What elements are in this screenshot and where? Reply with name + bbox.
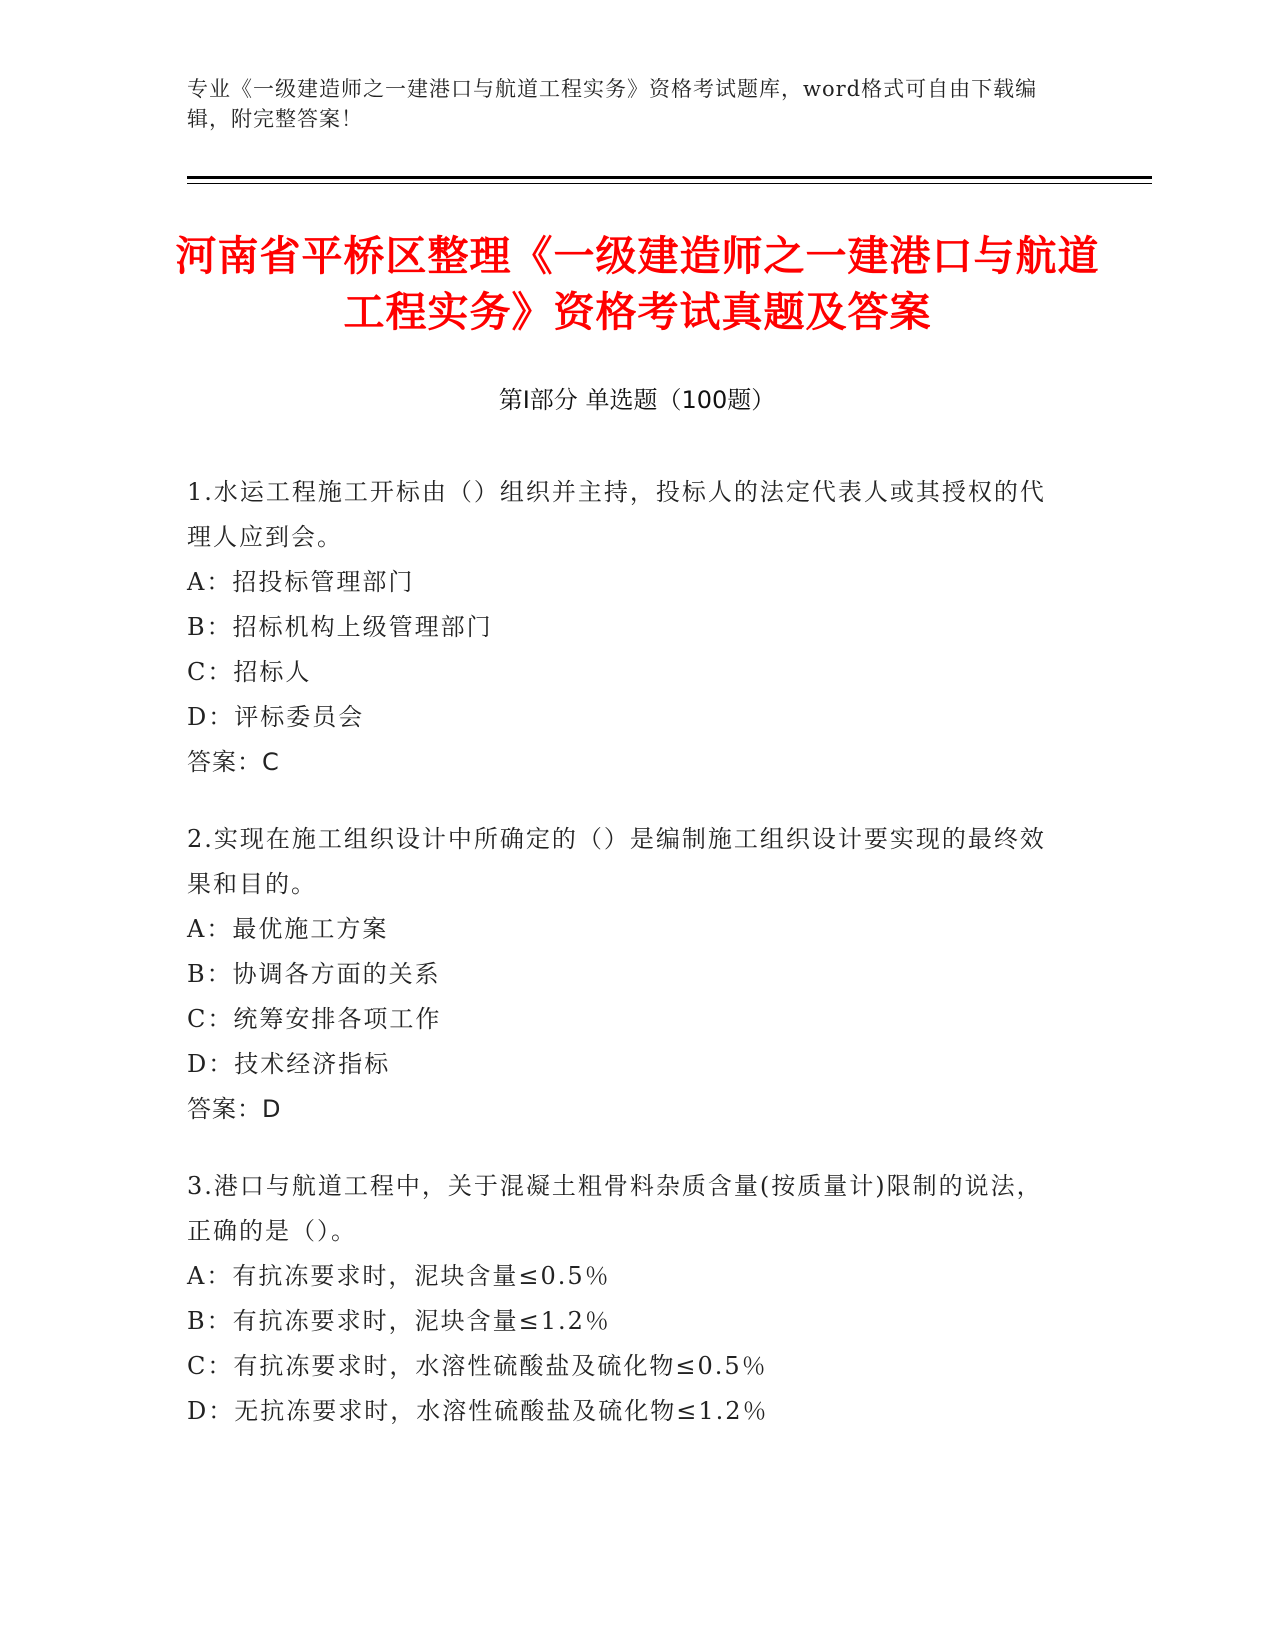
header-divider-thick <box>187 176 1152 179</box>
option-a: A：有抗冻要求时，泥块含量≤0.5％ <box>187 1262 611 1290</box>
option-b: B：有抗冻要求时，泥块含量≤1.2％ <box>187 1307 611 1335</box>
option-b: B：协调各方面的关系 <box>187 960 441 988</box>
option-a: A：最优施工方案 <box>187 915 389 943</box>
question-list <box>187 470 1067 1466</box>
section-heading: 第Ⅰ部分 单选题（100题） <box>498 386 776 414</box>
option-d: D：评标委员会 <box>187 703 365 731</box>
document-title: 河南省平桥区整理《一级建造师之一建港口与航道工程实务》资格考试真题及答案 <box>175 232 1100 336</box>
option-a: A：招投标管理部门 <box>187 568 415 596</box>
option-d: D：技术经济指标 <box>187 1050 391 1078</box>
question-1 <box>187 470 1067 785</box>
answer-line: 答案：D <box>187 1095 282 1123</box>
answer-line: 答案：C <box>187 748 280 776</box>
option-b: B：招标机构上级管理部门 <box>187 613 493 641</box>
option-d: D：无抗冻要求时，水溶性硫酸盐及硫化物≤1.2％ <box>187 1397 769 1425</box>
question-3 <box>187 1164 1067 1434</box>
question-stem: 2.实现在施工组织设计中所确定的（）是编制施工组织设计要实现的最终效果和目的。 <box>187 825 1046 898</box>
option-c: C：有抗冻要求时，水溶性硫酸盐及硫化物≤0.5％ <box>187 1352 768 1380</box>
question-stem: 1.水运工程施工开标由（）组织并主持，投标人的法定代表人或其授权的代理人应到会。 <box>187 478 1046 551</box>
header-divider-thin <box>187 183 1152 184</box>
question-2 <box>187 817 1067 1132</box>
header-note: 专业《一级建造师之一建港口与航道工程实务》资格考试题库，word格式可自由下载编辑，附完整答案！ <box>187 77 1038 131</box>
question-stem: 3.港口与航道工程中，关于混凝土粗骨料杂质含量(按质量计)限制的说法，正确的是（）。 <box>187 1172 1043 1245</box>
option-c: C：统筹安排各项工作 <box>187 1005 442 1033</box>
option-c: C：招标人 <box>187 658 312 686</box>
